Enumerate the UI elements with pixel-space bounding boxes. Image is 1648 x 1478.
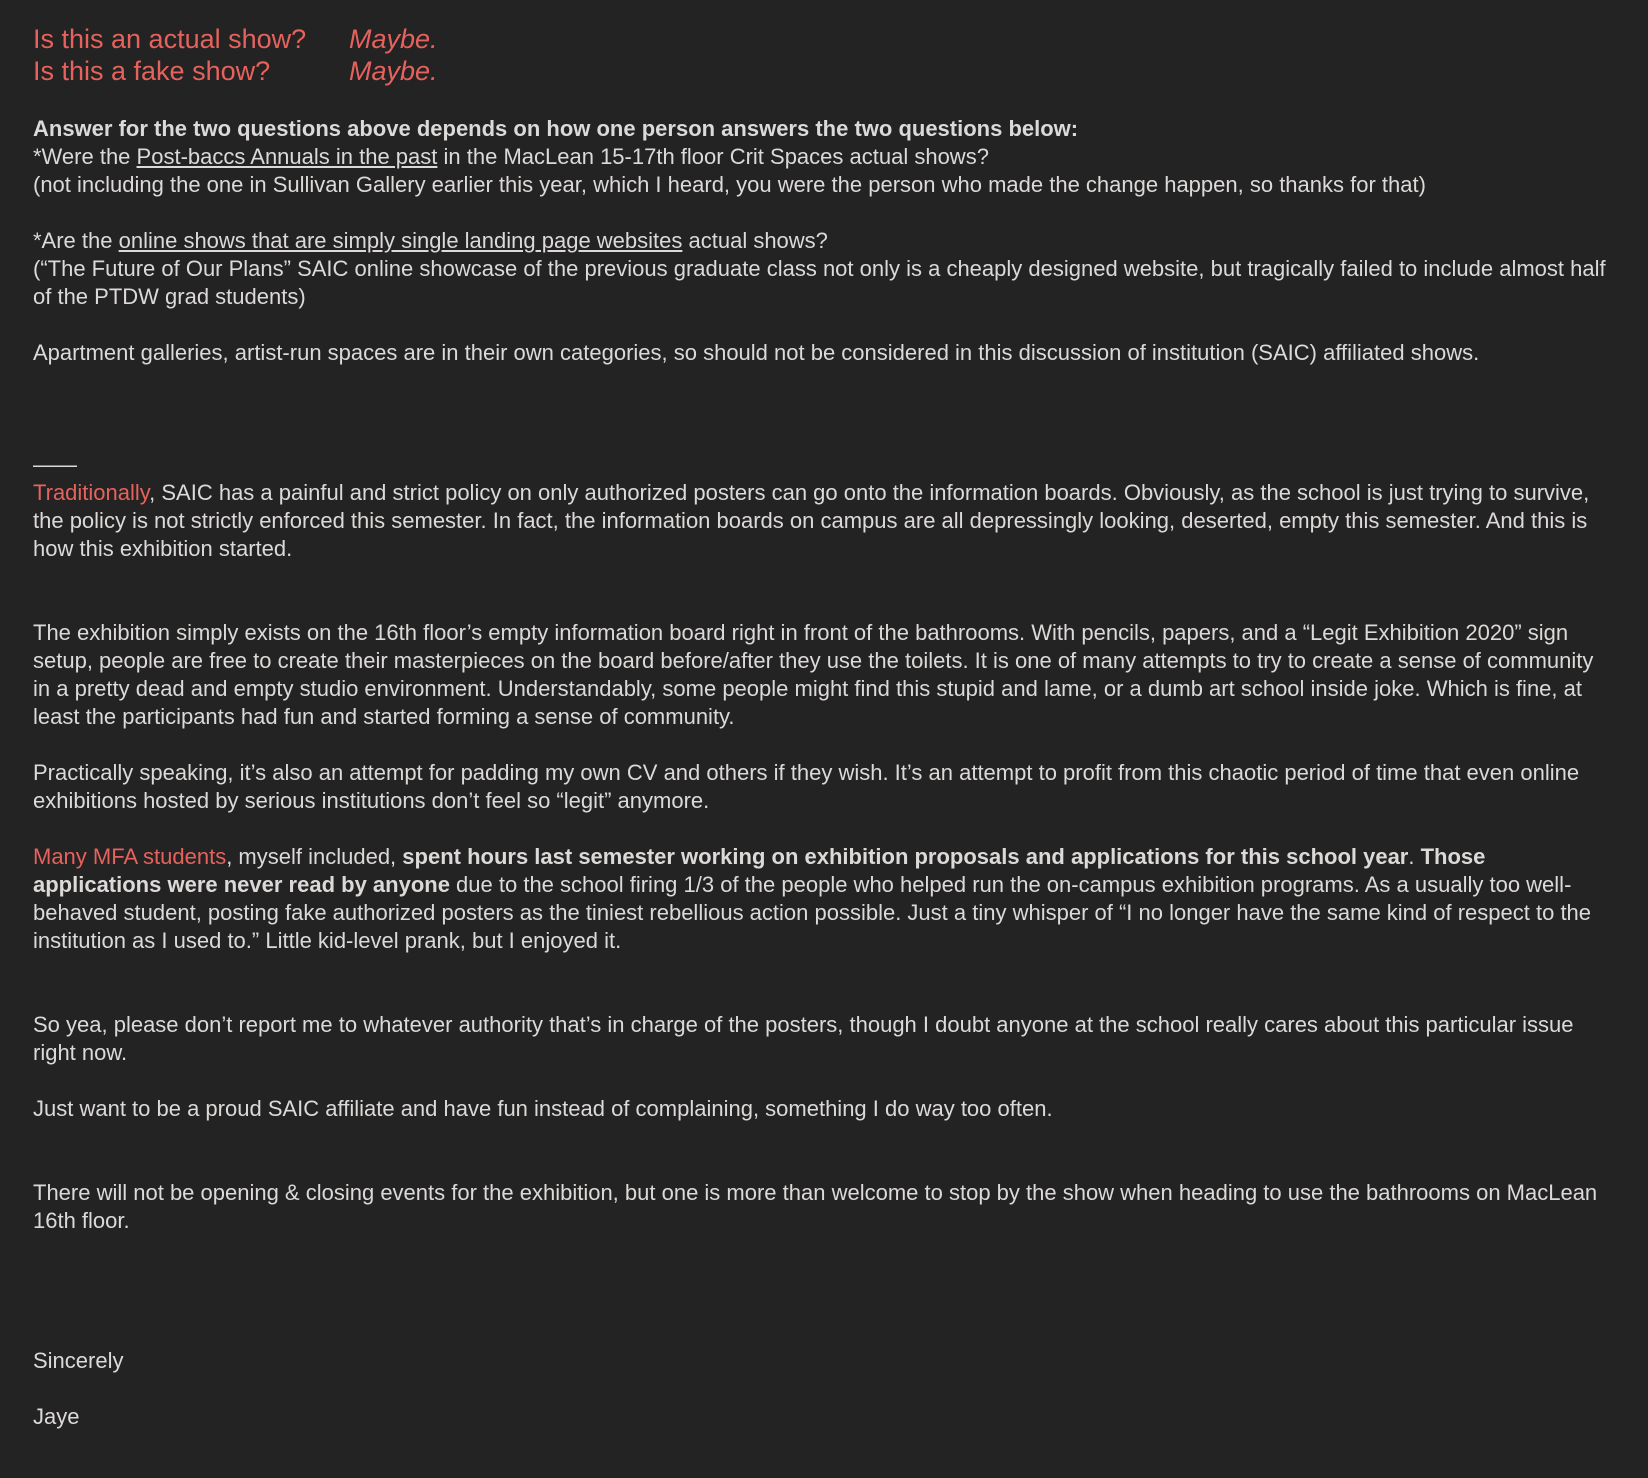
story-paragraph-1 — [33, 479, 1615, 563]
intro-heading: Answer for the two questions above depends on how one person answers the two questions below: — [33, 116, 1079, 141]
story-paragraph-7: There will not be opening & closing events for the exhibition, but one is more than welcome to stop by the show when heading to use the bathrooms on MacLean 16th floor. — [33, 1180, 1598, 1233]
question-row — [33, 55, 1615, 87]
story-paragraph-4-a: , myself included, — [226, 844, 403, 869]
question-postbacc — [33, 143, 1615, 171]
question-postbacc-suffix: in the MacLean 15-17th floor Crit Spaces actual shows? — [437, 144, 989, 169]
story-paragraph-5: So yea, please don’t report me to whatever authority that’s in charge of the posters, though I doubt anyone at the school really cares about this particular issue right now. — [33, 1012, 1574, 1065]
story-paragraph-6: Just want to be a proud SAIC affiliate and have fun instead of complaining, something I do way too often. — [33, 1096, 1053, 1121]
question-text: Is this an actual show? — [33, 24, 307, 54]
postbacc-annuals-link[interactable]: Post-baccs Annuals in the past — [136, 144, 438, 169]
story-paragraph-3: Practically speaking, it’s also an attempt for padding my own CV and others if they wish. It’s an attempt to profit from this chaotic period of time that even online exhibitions hosted by serious institutions don’t feel so “legit” anymore. — [33, 760, 1580, 813]
apartment-paragraph: Apartment galleries, artist-run spaces are in their own categories, so should not be considered in this discussion of institution (SAIC) affiliated shows. — [33, 340, 1480, 365]
mfa-students-accent: Many MFA students — [33, 844, 227, 869]
question-postbacc-prefix: *Were the — [33, 144, 137, 169]
question-online-note: (“The Future of Our Plans” SAIC online showcase of the previous graduate class not only is a cheaply designed website, but tragically failed to include almost half of the PTDW grad students) — [33, 256, 1606, 309]
story-paragraph-4-bold-2: Those applications were never read by anyone — [33, 844, 1486, 897]
story-paragraph-4-c: due to the school firing 1/3 of the people who helped run the on-campus exhibition programs. As a usually too well-behaved student, posting fake authorized posters as the tiniest rebellious action possible. Just a tiny whisper of “I no longer have the same kind of respect to the institution as I used to.” Little kid-level prank, but I enjoyed it. — [33, 872, 1592, 953]
story-paragraph-4 — [33, 843, 1615, 955]
question-answer: Maybe. — [349, 24, 438, 54]
story-paragraph-1-rest: , SAIC has a painful and strict policy on only authorized posters can go onto the information boards. Obviously, as the school is just trying to survive, the policy is not strictly enforced this semester. In fact, the information boards on campus are all depressingly looking, deserted, empty this semester. And this is how this exhibition started. — [33, 480, 1590, 561]
question-online-prefix: *Are the — [33, 228, 119, 253]
question-answer: Maybe. — [349, 56, 438, 86]
online-shows-link[interactable]: online shows that are simply single landing page websites — [118, 228, 683, 253]
traditionally-accent: Traditionally — [33, 480, 150, 505]
story-paragraph-4-b: . — [1408, 844, 1421, 869]
question-online-suffix: actual shows? — [682, 228, 828, 253]
question-postbacc-note: (not including the one in Sullivan Gallery earlier this year, which I heard, you were the person who made the change happen, so thanks for that) — [33, 172, 1426, 197]
signoff-name: Jaye — [33, 1404, 80, 1429]
question-online — [33, 227, 1615, 255]
story-paragraph-2: The exhibition simply exists on the 16th floor’s empty information board right in front of the bathrooms. With pencils, papers, and a “Legit Exhibition 2020” sign setup, people are free to create their masterpieces on the board before/after they use the toilets. It is one of many attempts to try to create a sense of community in a pretty dead and empty studio environment. Understandably, some people might find this stupid and lame, or a dumb art school inside joke. Which is fine, at least the participants had fun and started forming a sense of community. — [33, 620, 1594, 729]
story-paragraph-4-bold-1: spent hours last semester working on exhibition proposals and applications for this school year — [402, 844, 1409, 869]
question-row — [33, 23, 1615, 55]
question-text: Is this a fake show? — [33, 56, 271, 86]
signoff-closing: Sincerely — [33, 1348, 124, 1373]
divider: —— — [33, 452, 77, 477]
questions-block — [33, 23, 1615, 87]
